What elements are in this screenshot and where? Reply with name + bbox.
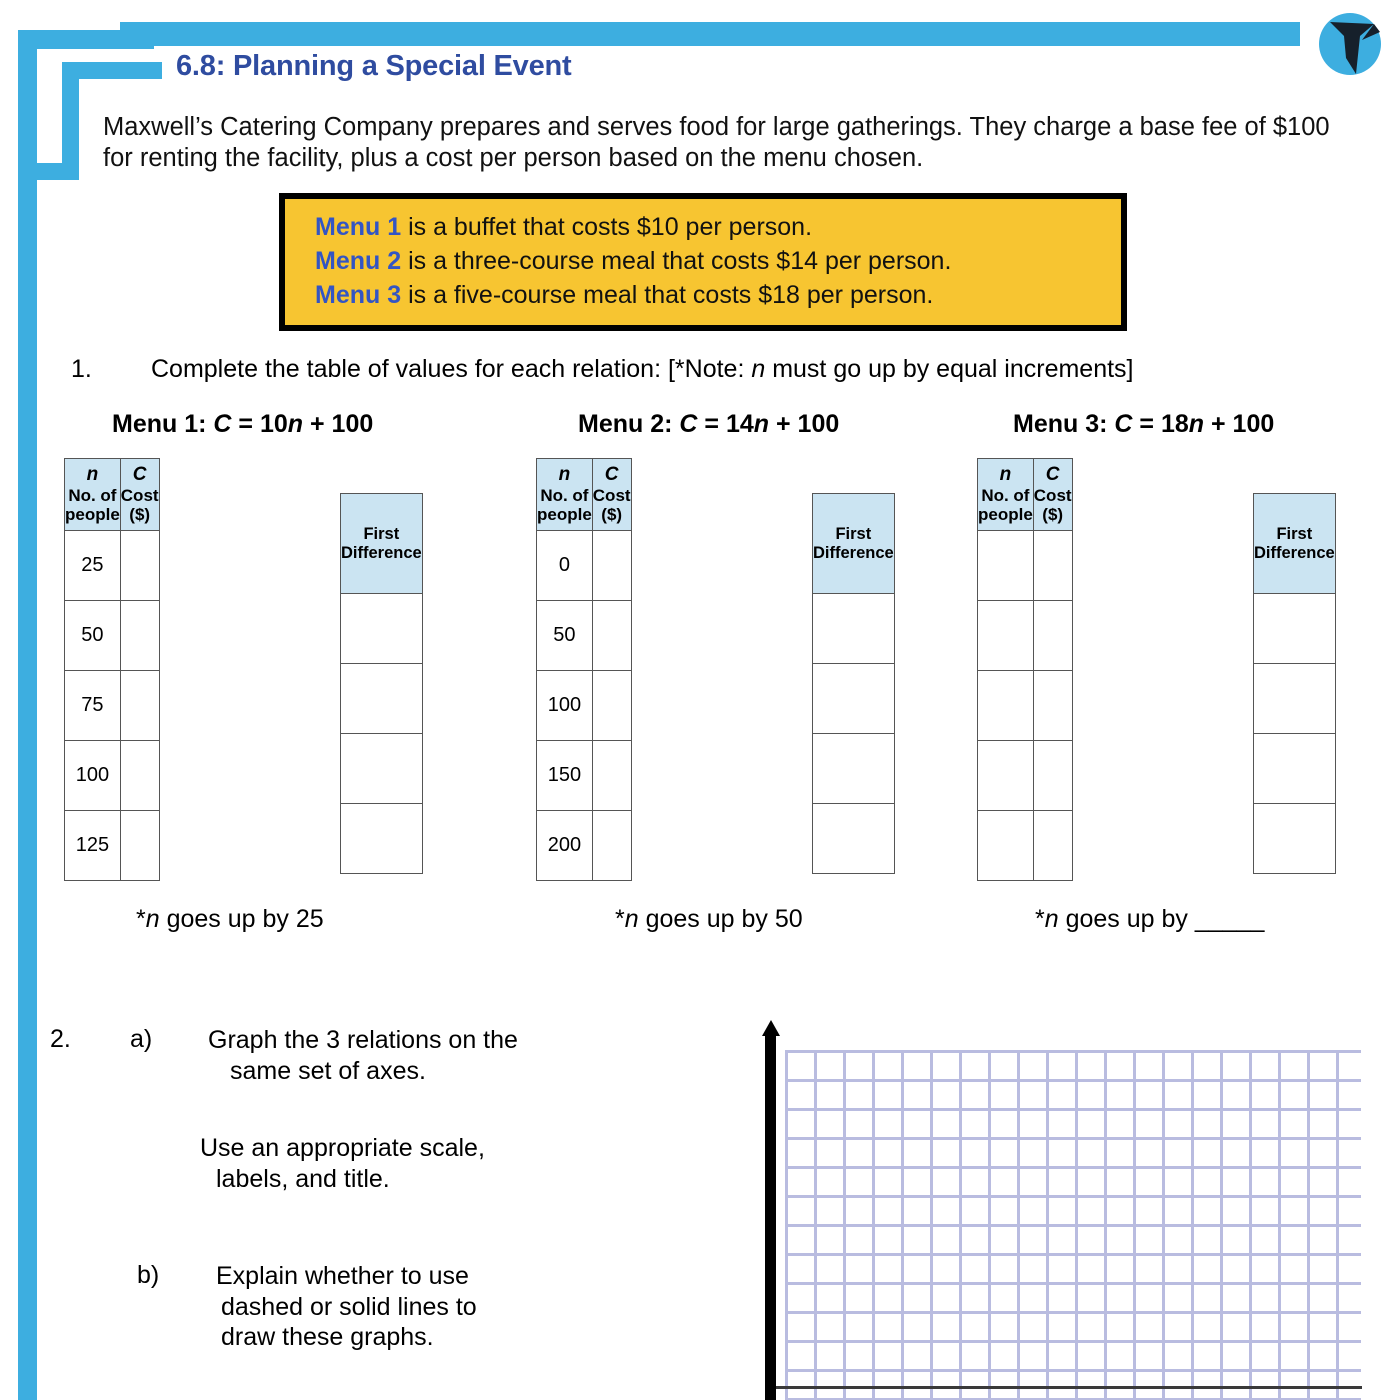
table-row	[978, 811, 1073, 881]
c-variable: C	[132, 464, 147, 486]
cell-n[interactable]	[978, 601, 1034, 671]
values-table-menu-3	[977, 458, 1073, 881]
caption-var: n	[1044, 905, 1059, 933]
cell-c[interactable]	[1033, 741, 1072, 811]
cell-c[interactable]	[120, 741, 159, 811]
question-2b-text	[216, 1261, 636, 1353]
graph-baseline	[770, 1386, 1362, 1389]
cell-n[interactable]: 25	[65, 531, 121, 601]
table-row	[341, 664, 423, 734]
table-header-row	[978, 459, 1073, 531]
cell-first-difference[interactable]	[1254, 734, 1336, 804]
cell-first-difference[interactable]	[813, 594, 895, 664]
menu-label: Menu 1	[315, 213, 402, 241]
n-variable: n	[999, 464, 1012, 486]
cell-n[interactable]: 150	[537, 741, 593, 811]
cell-first-difference[interactable]	[1254, 664, 1336, 734]
column-header-n	[537, 459, 593, 531]
column-header-first-difference: First Difference	[1254, 494, 1336, 594]
question-2a-text-continued	[200, 1133, 620, 1194]
table-row	[537, 671, 632, 741]
column-header-n	[65, 459, 121, 531]
heading-c-var: C	[1114, 410, 1133, 438]
first-difference-table-menu-3	[1253, 493, 1336, 874]
cell-first-difference[interactable]	[813, 664, 895, 734]
axis-arrow-icon	[762, 1020, 780, 1036]
table-caption-menu-2	[615, 905, 803, 934]
menu-description: is a five-course meal that costs $18 per person.	[401, 281, 934, 309]
table-header-row	[813, 494, 895, 594]
table-row	[65, 531, 160, 601]
heading-eq-after: + 100	[769, 410, 840, 438]
cell-n[interactable]: 100	[65, 741, 121, 811]
n-variable: n	[558, 464, 571, 486]
cell-c[interactable]	[592, 811, 631, 881]
table-heading-menu-2	[578, 410, 839, 439]
n-variable: n	[86, 464, 99, 486]
table-row	[65, 741, 160, 811]
cell-c[interactable]	[120, 531, 159, 601]
table-header-row	[1254, 494, 1336, 594]
cell-first-difference[interactable]	[341, 594, 423, 664]
values-table-menu-2	[536, 458, 632, 881]
heading-eq-after: + 100	[1204, 410, 1275, 438]
question-2a-label: a)	[130, 1025, 153, 1053]
heading-n-var: n	[753, 410, 770, 438]
cell-first-difference[interactable]	[341, 804, 423, 874]
cell-c[interactable]	[1033, 671, 1072, 741]
table-row	[341, 734, 423, 804]
cell-n[interactable]: 50	[537, 601, 593, 671]
table-row	[1254, 804, 1336, 874]
n-label: No. of people	[978, 485, 1033, 525]
table-row	[813, 594, 895, 664]
cell-n[interactable]: 100	[537, 671, 593, 741]
column-header-n	[978, 459, 1034, 531]
caption-before: *	[136, 905, 146, 933]
intro-paragraph: Maxwell’s Catering Company prepares and serves food for large gatherings. They charge a base fee of $100 for renting the facility, plus a cost per person based on the menu chosen.	[103, 113, 1330, 173]
heading-eq-after: + 100	[303, 410, 374, 438]
table-header-row	[537, 459, 632, 531]
c-label: Cost ($)	[1033, 485, 1072, 525]
first-difference-table-menu-1	[340, 493, 423, 874]
caption-after: goes up by 25	[159, 905, 324, 933]
heading-n-var: n	[287, 410, 304, 438]
caption-before: *	[1035, 905, 1045, 933]
q2b-line-3: draw these graphs.	[221, 1323, 434, 1351]
q2b-line-1: Explain whether to use	[216, 1262, 469, 1290]
cell-c[interactable]	[120, 811, 159, 881]
c-label: Cost ($)	[120, 485, 159, 525]
cell-n[interactable]: 50	[65, 601, 121, 671]
left-accent-bar	[18, 30, 37, 1400]
column-header-c	[592, 459, 631, 531]
n-label: No. of people	[537, 485, 592, 525]
cell-n[interactable]: 125	[65, 811, 121, 881]
page-title: 6.8: Planning a Special Event	[176, 50, 572, 82]
q2a-line-1: Graph the 3 relations on the	[208, 1026, 518, 1054]
caption-after: goes up by _____	[1058, 905, 1265, 933]
heading-eq-before: = 14	[697, 410, 754, 438]
question-2b-label: b)	[137, 1261, 160, 1289]
cell-n[interactable]	[978, 531, 1034, 601]
table-row	[978, 671, 1073, 741]
caption-before: *	[615, 905, 625, 933]
corner-accent-inner-foot	[37, 163, 79, 180]
table-row	[537, 531, 632, 601]
question-1-prompt	[151, 355, 1134, 384]
q1-prompt-var: n	[751, 355, 766, 383]
heading-eq-before: = 10	[231, 410, 288, 438]
table-heading-menu-3	[1013, 410, 1274, 439]
caption-var: n	[145, 905, 160, 933]
vertical-axis	[765, 1032, 776, 1400]
table-row	[1254, 664, 1336, 734]
menu-line	[315, 244, 1121, 278]
caption-var: n	[624, 905, 639, 933]
cell-n[interactable]: 0	[537, 531, 593, 601]
n-label: No. of people	[65, 485, 120, 525]
table-row	[537, 601, 632, 671]
first-difference-table-menu-2	[812, 493, 895, 874]
cell-c[interactable]	[1033, 811, 1072, 881]
q2a-line-2: same set of axes.	[230, 1056, 426, 1085]
table-row	[65, 601, 160, 671]
table-row	[813, 804, 895, 874]
cell-c[interactable]	[592, 531, 631, 601]
question-2a-text	[208, 1025, 628, 1086]
table-caption-menu-1	[136, 905, 324, 934]
heading-prefix: Menu 1:	[112, 410, 214, 438]
caption-after: goes up by 50	[638, 905, 803, 933]
heading-prefix: Menu 2:	[578, 410, 680, 438]
corner-accent-top	[18, 30, 154, 49]
cell-n[interactable]	[978, 741, 1034, 811]
table-header-row	[65, 459, 160, 531]
cell-c[interactable]	[592, 671, 631, 741]
menu-description: is a three-course meal that costs $14 per person.	[401, 247, 952, 275]
table-row	[813, 734, 895, 804]
table-row	[813, 664, 895, 734]
table-row	[1254, 594, 1336, 664]
table-heading-menu-1	[112, 410, 373, 439]
publisher-logo-icon	[1304, 2, 1390, 88]
cell-c[interactable]	[1033, 531, 1072, 601]
cell-first-difference[interactable]	[1254, 804, 1336, 874]
table-row	[1254, 734, 1336, 804]
cell-first-difference[interactable]	[1254, 594, 1336, 664]
table-row	[65, 811, 160, 881]
table-caption-menu-3	[1035, 905, 1264, 934]
cell-first-difference[interactable]	[341, 664, 423, 734]
table-header-row	[341, 494, 423, 594]
question-2-number: 2.	[50, 1025, 71, 1053]
cell-first-difference[interactable]	[813, 734, 895, 804]
cell-n[interactable]	[978, 671, 1034, 741]
menu-line	[315, 210, 1121, 244]
column-header-c	[1033, 459, 1072, 531]
q2a-line-3: Use an appropriate scale,	[200, 1134, 485, 1162]
table-row	[537, 811, 632, 881]
menu-line	[315, 278, 1121, 312]
table-row	[978, 741, 1073, 811]
cell-first-difference[interactable]	[813, 804, 895, 874]
menu-description: is a buffet that costs $10 per person.	[401, 213, 813, 241]
c-variable: C	[604, 464, 619, 486]
table-row	[978, 601, 1073, 671]
column-header-first-difference: First Difference	[341, 494, 423, 594]
graph-paper-grid[interactable]	[785, 1050, 1361, 1400]
table-row	[341, 804, 423, 874]
menu-pricing-box	[279, 193, 1127, 331]
q2b-line-2: dashed or solid lines to	[221, 1292, 477, 1321]
table-row	[978, 531, 1073, 601]
cell-c[interactable]	[1033, 601, 1072, 671]
c-variable: C	[1045, 464, 1060, 486]
menu-label: Menu 2	[315, 247, 402, 275]
cell-n[interactable]: 75	[65, 671, 121, 741]
table-row	[341, 594, 423, 664]
heading-c-var: C	[213, 410, 232, 438]
values-table-menu-1	[64, 458, 160, 881]
q2a-line-4: labels, and title.	[216, 1164, 390, 1193]
cell-c[interactable]	[120, 601, 159, 671]
q1-prompt-after: must go up by equal increments]	[765, 355, 1134, 383]
heading-prefix: Menu 3:	[1013, 410, 1115, 438]
corner-accent-inner-horizontal	[62, 62, 162, 79]
question-1-number: 1.	[71, 355, 92, 383]
cell-c[interactable]	[592, 601, 631, 671]
cell-n[interactable]	[978, 811, 1034, 881]
heading-n-var: n	[1188, 410, 1205, 438]
c-label: Cost ($)	[592, 485, 631, 525]
heading-eq-before: = 18	[1132, 410, 1189, 438]
header-accent-bar	[120, 22, 1300, 46]
heading-c-var: C	[679, 410, 698, 438]
column-header-c	[120, 459, 159, 531]
menu-label: Menu 3	[315, 281, 402, 309]
cell-c[interactable]	[120, 671, 159, 741]
cell-c[interactable]	[592, 741, 631, 811]
table-row	[537, 741, 632, 811]
q1-prompt-before: Complete the table of values for each relation: [*Note:	[151, 355, 752, 383]
cell-first-difference[interactable]	[341, 734, 423, 804]
table-row	[65, 671, 160, 741]
cell-n[interactable]: 200	[537, 811, 593, 881]
column-header-first-difference: First Difference	[813, 494, 895, 594]
